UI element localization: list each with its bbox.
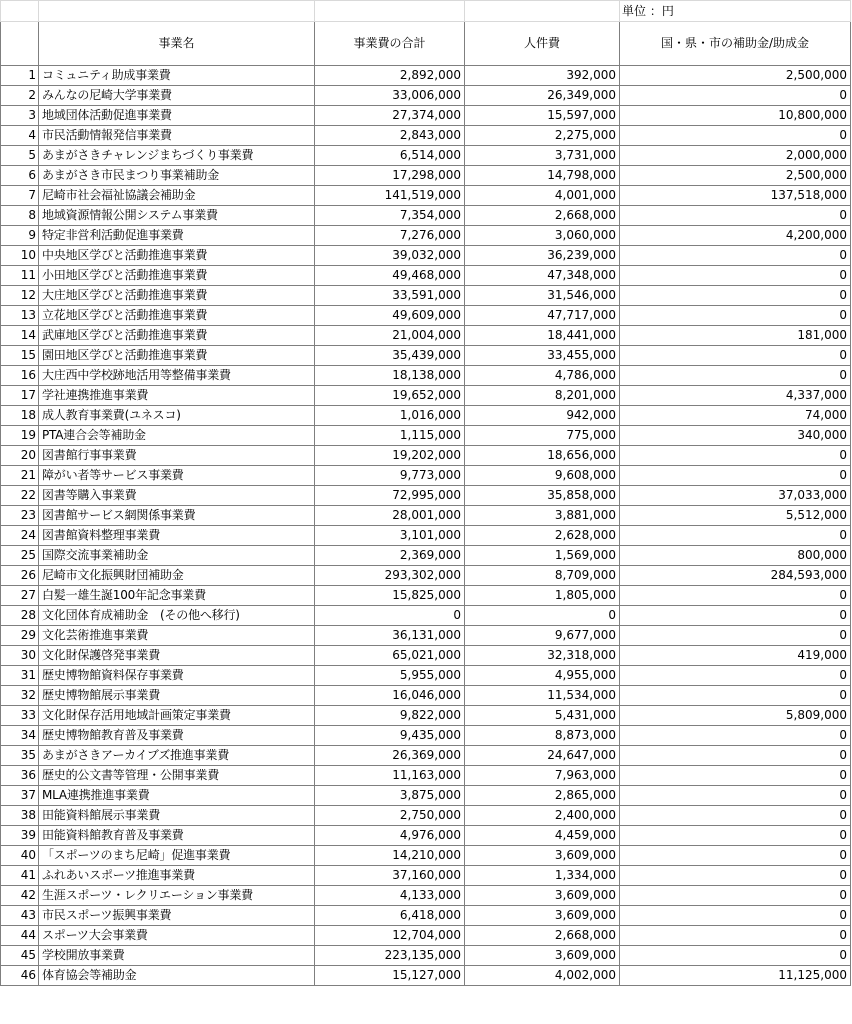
table-row [1,486,851,506]
table-row [1,766,851,786]
personnel-cost-cell[interactable]: 942,000 [465,406,620,426]
total-cost-cell[interactable]: 3,101,000 [315,526,465,546]
table-row [1,306,851,326]
table-row [1,346,851,366]
subsidy-cell[interactable]: 0 [620,126,851,146]
project-name-cell[interactable]: 図書館サービス網関係事業費 [39,506,315,526]
row-number[interactable]: 21 [1,466,39,486]
project-name-cell[interactable]: 白髪一雄生誕100年記念事業費 [39,586,315,606]
row-number[interactable]: 16 [1,366,39,386]
row-number[interactable]: 38 [1,806,39,826]
project-name-cell[interactable]: 文化財保存活用地域計画策定事業費 [39,706,315,726]
total-cost-cell[interactable]: 1,016,000 [315,406,465,426]
total-cost-cell[interactable]: 0 [315,606,465,626]
table-row [1,246,851,266]
subsidy-cell[interactable]: 0 [620,86,851,106]
header-total[interactable]: 事業費の合計 [315,22,465,66]
subsidy-cell[interactable]: 0 [620,726,851,746]
table-row [1,666,851,686]
row-number[interactable]: 17 [1,386,39,406]
cell[interactable] [1,1,39,22]
total-cost-cell[interactable]: 6,514,000 [315,146,465,166]
total-cost-cell[interactable]: 35,439,000 [315,346,465,366]
row-number[interactable]: 39 [1,826,39,846]
row-number[interactable]: 23 [1,506,39,526]
table-row [1,186,851,206]
row-number[interactable]: 3 [1,106,39,126]
table-row [1,166,851,186]
table-row [1,926,851,946]
total-cost-cell[interactable]: 17,298,000 [315,166,465,186]
table-row [1,966,851,986]
table-row [1,406,851,426]
total-cost-cell[interactable]: 2,750,000 [315,806,465,826]
subsidy-cell[interactable]: 0 [620,586,851,606]
row-number[interactable]: 36 [1,766,39,786]
table-row [1,286,851,306]
personnel-cost-cell[interactable]: 4,459,000 [465,826,620,846]
personnel-cost-cell[interactable]: 8,873,000 [465,726,620,746]
subsidy-cell[interactable]: 0 [620,846,851,866]
unit-label[interactable]: 単位 ：円 [620,1,851,22]
table-row [1,546,851,566]
subsidy-cell[interactable]: 0 [620,266,851,286]
row-number[interactable]: 18 [1,406,39,426]
personnel-cost-cell[interactable]: 2,275,000 [465,126,620,146]
table-row [1,826,851,846]
project-name-cell[interactable]: 学社連携推進事業費 [39,386,315,406]
personnel-cost-cell[interactable]: 3,609,000 [465,886,620,906]
subsidy-cell[interactable]: 340,000 [620,426,851,446]
subsidy-cell[interactable]: 0 [620,246,851,266]
personnel-cost-cell[interactable]: 775,000 [465,426,620,446]
total-cost-cell[interactable]: 293,302,000 [315,566,465,586]
total-cost-cell[interactable]: 21,004,000 [315,326,465,346]
project-name-cell[interactable]: 尼崎市文化振興財団補助金 [39,566,315,586]
row-number[interactable]: 4 [1,126,39,146]
project-name-cell[interactable]: 図書等購入事業費 [39,486,315,506]
personnel-cost-cell[interactable]: 1,569,000 [465,546,620,566]
table-row [1,606,851,626]
project-name-cell[interactable]: 歴史博物館展示事業費 [39,686,315,706]
personnel-cost-cell[interactable]: 36,239,000 [465,246,620,266]
personnel-cost-cell[interactable]: 4,002,000 [465,966,620,986]
project-name-cell[interactable]: 大庄西中学校跡地活用等整備事業費 [39,366,315,386]
total-cost-cell[interactable]: 4,976,000 [315,826,465,846]
personnel-cost-cell[interactable]: 2,865,000 [465,786,620,806]
project-name-cell[interactable]: 園田地区学びと活動推進事業費 [39,346,315,366]
total-cost-cell[interactable]: 19,652,000 [315,386,465,406]
table-row [1,746,851,766]
total-cost-cell[interactable]: 19,202,000 [315,446,465,466]
row-number[interactable]: 15 [1,346,39,366]
row-number[interactable]: 8 [1,206,39,226]
subsidy-cell[interactable]: 0 [620,366,851,386]
subsidy-cell[interactable]: 11,125,000 [620,966,851,986]
row-number[interactable]: 10 [1,246,39,266]
personnel-cost-cell[interactable]: 18,656,000 [465,446,620,466]
subsidy-cell[interactable]: 0 [620,766,851,786]
subsidy-cell[interactable]: 0 [620,806,851,826]
row-number[interactable]: 46 [1,966,39,986]
cell[interactable] [39,1,315,22]
subsidy-cell[interactable]: 419,000 [620,646,851,666]
project-name-cell[interactable]: 成人教育事業費(ユネスコ) [39,406,315,426]
total-cost-cell[interactable]: 18,138,000 [315,366,465,386]
total-cost-cell[interactable]: 36,131,000 [315,626,465,646]
row-number[interactable]: 41 [1,866,39,886]
subsidy-cell[interactable]: 0 [620,686,851,706]
project-name-cell[interactable]: 図書館資料整理事業費 [39,526,315,546]
subsidy-cell[interactable]: 2,500,000 [620,66,851,86]
row-number[interactable]: 37 [1,786,39,806]
total-cost-cell[interactable]: 9,435,000 [315,726,465,746]
row-number[interactable]: 24 [1,526,39,546]
row-number[interactable]: 25 [1,546,39,566]
total-cost-cell[interactable]: 3,875,000 [315,786,465,806]
row-number[interactable]: 11 [1,266,39,286]
table-row [1,366,851,386]
personnel-cost-cell[interactable]: 4,786,000 [465,366,620,386]
project-name-cell[interactable]: 武庫地区学びと活動推進事業費 [39,326,315,346]
subsidy-cell[interactable]: 0 [620,606,851,626]
project-name-cell[interactable]: 文化団体育成補助金 (その他へ移行) [39,606,315,626]
project-name-cell[interactable]: 文化財保護啓発事業費 [39,646,315,666]
subsidy-cell[interactable]: 0 [620,826,851,846]
row-number[interactable]: 13 [1,306,39,326]
project-name-cell[interactable]: 田能資料館展示事業費 [39,806,315,826]
header-row [1,22,851,66]
personnel-cost-cell[interactable]: 392,000 [465,66,620,86]
row-number[interactable]: 32 [1,686,39,706]
total-cost-cell[interactable]: 2,843,000 [315,126,465,146]
personnel-cost-cell[interactable]: 47,348,000 [465,266,620,286]
personnel-cost-cell[interactable]: 31,546,000 [465,286,620,306]
personnel-cost-cell[interactable]: 5,431,000 [465,706,620,726]
project-name-cell[interactable]: 学校開放事業費 [39,946,315,966]
personnel-cost-cell[interactable]: 35,858,000 [465,486,620,506]
subsidy-cell[interactable]: 0 [620,946,851,966]
personnel-cost-cell[interactable]: 32,318,000 [465,646,620,666]
personnel-cost-cell[interactable]: 9,677,000 [465,626,620,646]
total-cost-cell[interactable]: 4,133,000 [315,886,465,906]
personnel-cost-cell[interactable]: 3,731,000 [465,146,620,166]
project-name-cell[interactable]: 国際交流事業補助金 [39,546,315,566]
subsidy-cell[interactable]: 0 [620,786,851,806]
table-row [1,466,851,486]
personnel-cost-cell[interactable]: 8,709,000 [465,566,620,586]
row-number[interactable]: 22 [1,486,39,506]
personnel-cost-cell[interactable]: 24,647,000 [465,746,620,766]
row-number[interactable]: 30 [1,646,39,666]
project-name-cell[interactable]: 歴史博物館教育普及事業費 [39,726,315,746]
total-cost-cell[interactable]: 6,418,000 [315,906,465,926]
cell[interactable] [465,1,620,22]
subsidy-cell[interactable]: 181,000 [620,326,851,346]
subsidy-cell[interactable]: 2,000,000 [620,146,851,166]
subsidy-cell[interactable]: 0 [620,466,851,486]
personnel-cost-cell[interactable]: 47,717,000 [465,306,620,326]
row-number[interactable]: 2 [1,86,39,106]
row-number[interactable]: 33 [1,706,39,726]
personnel-cost-cell[interactable]: 33,455,000 [465,346,620,366]
row-number[interactable]: 42 [1,886,39,906]
personnel-cost-cell[interactable]: 2,668,000 [465,926,620,946]
total-cost-cell[interactable]: 5,955,000 [315,666,465,686]
table-row [1,526,851,546]
subsidy-cell[interactable]: 0 [620,626,851,646]
subsidy-cell[interactable]: 137,518,000 [620,186,851,206]
table-row [1,426,851,446]
row-number[interactable]: 1 [1,66,39,86]
project-name-cell[interactable]: 市民スポーツ振興事業費 [39,906,315,926]
project-name-cell[interactable]: 小田地区学びと活動推進事業費 [39,266,315,286]
header-subsidy[interactable]: 国・県・市の補助金/助成金 [620,22,851,66]
total-cost-cell[interactable]: 65,021,000 [315,646,465,666]
project-name-cell[interactable]: 立花地区学びと活動推進事業費 [39,306,315,326]
row-number[interactable]: 35 [1,746,39,766]
subsidy-cell[interactable]: 0 [620,446,851,466]
total-cost-cell[interactable]: 16,046,000 [315,686,465,706]
subsidy-cell[interactable]: 0 [620,286,851,306]
project-name-cell[interactable]: 文化芸術推進事業費 [39,626,315,646]
project-name-cell[interactable]: あまがさきチャレンジまちづくり事業費 [39,146,315,166]
personnel-cost-cell[interactable]: 3,609,000 [465,906,620,926]
personnel-cost-cell[interactable]: 3,881,000 [465,506,620,526]
project-name-cell[interactable]: スポーツ大会事業費 [39,926,315,946]
project-name-cell[interactable]: PTA連合会等補助金 [39,426,315,446]
total-cost-cell[interactable]: 7,276,000 [315,226,465,246]
row-number[interactable]: 19 [1,426,39,446]
total-cost-cell[interactable]: 37,160,000 [315,866,465,886]
table-row [1,146,851,166]
row-number[interactable]: 31 [1,666,39,686]
table-row [1,506,851,526]
project-name-cell[interactable]: 市民活動情報発信事業費 [39,126,315,146]
project-name-cell[interactable]: あまがさきアーカイブズ推進事業費 [39,746,315,766]
personnel-cost-cell[interactable]: 4,955,000 [465,666,620,686]
unit-row [1,1,851,22]
table-row [1,886,851,906]
table-row [1,866,851,886]
subsidy-cell[interactable]: 0 [620,346,851,366]
subsidy-cell[interactable]: 0 [620,306,851,326]
table-row [1,806,851,826]
table-row [1,686,851,706]
row-number[interactable]: 27 [1,586,39,606]
total-cost-cell[interactable]: 39,032,000 [315,246,465,266]
subsidy-cell[interactable]: 0 [620,866,851,886]
project-name-cell[interactable]: 生涯スポーツ・レクリエーション事業費 [39,886,315,906]
total-cost-cell[interactable]: 9,822,000 [315,706,465,726]
total-cost-cell[interactable]: 1,115,000 [315,426,465,446]
total-cost-cell[interactable]: 33,591,000 [315,286,465,306]
personnel-cost-cell[interactable]: 18,441,000 [465,326,620,346]
table-row [1,66,851,86]
row-number[interactable]: 34 [1,726,39,746]
personnel-cost-cell[interactable]: 11,534,000 [465,686,620,706]
table-row [1,706,851,726]
personnel-cost-cell[interactable]: 14,798,000 [465,166,620,186]
personnel-cost-cell[interactable]: 4,001,000 [465,186,620,206]
subsidy-cell[interactable]: 10,800,000 [620,106,851,126]
table-row [1,446,851,466]
row-number[interactable]: 5 [1,146,39,166]
personnel-cost-cell[interactable]: 9,608,000 [465,466,620,486]
total-cost-cell[interactable]: 26,369,000 [315,746,465,766]
personnel-cost-cell[interactable]: 15,597,000 [465,106,620,126]
personnel-cost-cell[interactable]: 7,963,000 [465,766,620,786]
row-number[interactable]: 43 [1,906,39,926]
subsidy-cell[interactable]: 4,200,000 [620,226,851,246]
table-row [1,206,851,226]
project-name-cell[interactable]: 地域資源情報公開システム事業費 [39,206,315,226]
project-name-cell[interactable]: 大庄地区学びと活動推進事業費 [39,286,315,306]
personnel-cost-cell[interactable]: 3,060,000 [465,226,620,246]
subsidy-cell[interactable]: 0 [620,666,851,686]
total-cost-cell[interactable]: 12,704,000 [315,926,465,946]
subsidy-cell[interactable]: 800,000 [620,546,851,566]
project-name-cell[interactable]: MLA連携推進事業費 [39,786,315,806]
subsidy-cell[interactable]: 5,512,000 [620,506,851,526]
table-row [1,726,851,746]
project-name-cell[interactable]: 障がい者等サービス事業費 [39,466,315,486]
header-index-cell[interactable] [1,22,39,66]
total-cost-cell[interactable]: 28,001,000 [315,506,465,526]
subsidy-cell[interactable]: 284,593,000 [620,566,851,586]
table-row [1,386,851,406]
row-number[interactable]: 6 [1,166,39,186]
project-name-cell[interactable]: 歴史博物館資料保存事業費 [39,666,315,686]
project-name-cell[interactable]: 特定非営利活動促進事業費 [39,226,315,246]
row-number[interactable]: 7 [1,186,39,206]
project-name-cell[interactable]: 「スポーツのまち尼崎」促進事業費 [39,846,315,866]
personnel-cost-cell[interactable]: 3,609,000 [465,846,620,866]
table-row [1,326,851,346]
row-number[interactable]: 40 [1,846,39,866]
table-row [1,626,851,646]
total-cost-cell[interactable]: 9,773,000 [315,466,465,486]
table-row [1,906,851,926]
total-cost-cell[interactable]: 33,006,000 [315,86,465,106]
table-row [1,126,851,146]
project-name-cell[interactable]: 図書館行事事業費 [39,446,315,466]
personnel-cost-cell[interactable]: 1,334,000 [465,866,620,886]
subsidy-cell[interactable]: 74,000 [620,406,851,426]
project-name-cell[interactable]: 尼崎市社会福祉協議会補助金 [39,186,315,206]
project-name-cell[interactable]: 歴史的公文書等管理・公開事業費 [39,766,315,786]
subsidy-cell[interactable]: 0 [620,886,851,906]
table-row [1,646,851,666]
subsidy-cell[interactable]: 2,500,000 [620,166,851,186]
personnel-cost-cell[interactable]: 2,400,000 [465,806,620,826]
total-cost-cell[interactable]: 141,519,000 [315,186,465,206]
project-name-cell[interactable]: 中央地区学びと活動推進事業費 [39,246,315,266]
table-row [1,946,851,966]
table-row [1,106,851,126]
total-cost-cell[interactable]: 7,354,000 [315,206,465,226]
personnel-cost-cell[interactable]: 0 [465,606,620,626]
project-name-cell[interactable]: ふれあいスポーツ推進事業費 [39,866,315,886]
row-number[interactable]: 26 [1,566,39,586]
table-row [1,586,851,606]
total-cost-cell[interactable]: 15,825,000 [315,586,465,606]
table-row [1,566,851,586]
row-number[interactable]: 28 [1,606,39,626]
personnel-cost-cell[interactable]: 3,609,000 [465,946,620,966]
total-cost-cell[interactable]: 49,468,000 [315,266,465,286]
table-row [1,846,851,866]
personnel-cost-cell[interactable]: 8,201,000 [465,386,620,406]
cell[interactable] [315,1,465,22]
subsidy-cell[interactable]: 0 [620,746,851,766]
row-number[interactable]: 45 [1,946,39,966]
subsidy-cell[interactable]: 5,809,000 [620,706,851,726]
total-cost-cell[interactable]: 223,135,000 [315,946,465,966]
subsidy-cell[interactable]: 37,033,000 [620,486,851,506]
total-cost-cell[interactable]: 72,995,000 [315,486,465,506]
subsidy-cell[interactable]: 0 [620,906,851,926]
total-cost-cell[interactable]: 2,369,000 [315,546,465,566]
row-number[interactable]: 12 [1,286,39,306]
project-name-cell[interactable]: 田能資料館教育普及事業費 [39,826,315,846]
row-number[interactable]: 29 [1,626,39,646]
total-cost-cell[interactable]: 11,163,000 [315,766,465,786]
personnel-cost-cell[interactable]: 2,628,000 [465,526,620,546]
project-name-cell[interactable]: 地域団体活動促進事業費 [39,106,315,126]
row-number[interactable]: 44 [1,926,39,946]
row-number[interactable]: 20 [1,446,39,466]
project-name-cell[interactable]: みんなの尼崎大学事業費 [39,86,315,106]
project-name-cell[interactable]: コミュニティ助成事業費 [39,66,315,86]
total-cost-cell[interactable]: 49,609,000 [315,306,465,326]
subsidy-cell[interactable]: 0 [620,526,851,546]
total-cost-cell[interactable]: 14,210,000 [315,846,465,866]
subsidy-cell[interactable]: 4,337,000 [620,386,851,406]
subsidy-cell[interactable]: 0 [620,926,851,946]
total-cost-cell[interactable]: 15,127,000 [315,966,465,986]
total-cost-cell[interactable]: 2,892,000 [315,66,465,86]
table-row [1,226,851,246]
project-name-cell[interactable]: あまがさき市民まつり事業補助金 [39,166,315,186]
row-number[interactable]: 9 [1,226,39,246]
personnel-cost-cell[interactable]: 1,805,000 [465,586,620,606]
row-number[interactable]: 14 [1,326,39,346]
project-name-cell[interactable]: 体育協会等補助金 [39,966,315,986]
subsidy-cell[interactable]: 0 [620,206,851,226]
header-name[interactable]: 事業名 [39,22,315,66]
table-row [1,86,851,106]
personnel-cost-cell[interactable]: 2,668,000 [465,206,620,226]
personnel-cost-cell[interactable]: 26,349,000 [465,86,620,106]
header-personnel[interactable]: 人件費 [465,22,620,66]
table-row [1,786,851,806]
total-cost-cell[interactable]: 27,374,000 [315,106,465,126]
table-row [1,266,851,286]
